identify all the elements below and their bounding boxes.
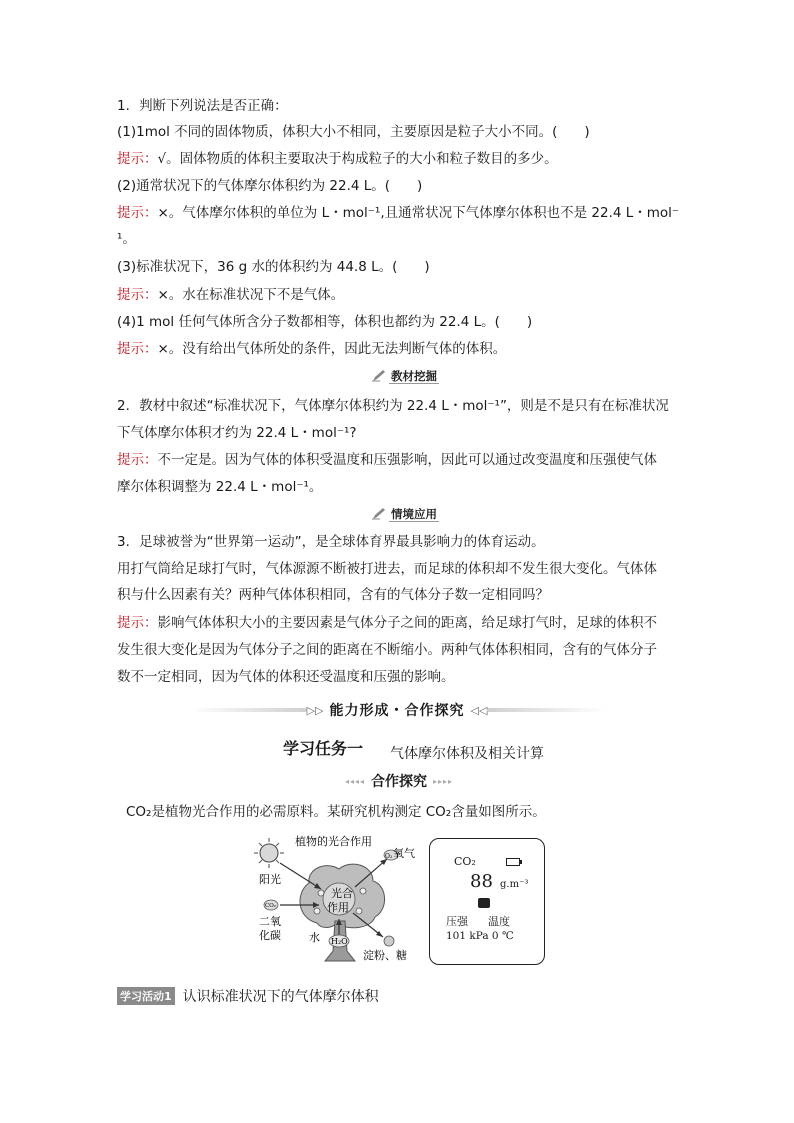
pen-icon	[372, 370, 386, 382]
q2-hint-2: 摩尔体积调整为 22.4 L・mol⁻¹。	[117, 479, 323, 495]
product-icon	[384, 936, 394, 946]
q3-line-3: 积与什么因素有关？两种气体体积相同，含有的气体分子数一定相同吗？	[117, 587, 549, 603]
hint-text: ×。水在标准状况下不是气体。	[157, 287, 345, 303]
co2-label-1: 二氧	[259, 915, 281, 928]
q3-hint-1	[117, 613, 657, 633]
hint-label: 提示：	[117, 341, 158, 357]
activity-title: 认识标准状况下的气体摩尔体积	[182, 989, 379, 1005]
hint-text: 影响气体体积大小的主要因素是气体分子之间的距离，给足球打气时，足球的体积不	[157, 615, 657, 631]
sun-icon	[254, 838, 284, 868]
banner-title: 能力形成・合作探究	[329, 703, 465, 719]
banner-arrow-right-icon: ▷▷	[306, 703, 324, 717]
hint-2-cont: ¹。	[117, 231, 136, 247]
section-tag-textbook	[372, 368, 439, 384]
q1-item-4: (4)1 mol 任何气体所含分子数都相等，体积也都约为 22.4 L。( )	[117, 314, 533, 330]
hint-label: 提示：	[117, 151, 158, 167]
photosynthesis-diagram	[247, 833, 417, 965]
center-label-1: 光合	[331, 887, 353, 900]
hint-label: 提示：	[117, 452, 158, 468]
q3-hint-2: 发生很大变化是因为气体分子之间的距离在不断缩小。两种气体体积相同，含有的气体分子	[117, 642, 657, 658]
banner-bar-left	[189, 708, 307, 712]
center-label-2: 作用	[327, 901, 349, 914]
hint-text: √。固体物质的体积主要取决于构成粒子的大小和粒子数目的多少。	[157, 151, 558, 167]
q2-line-2: 下气体摩尔体积才约为 22.4 L・mol⁻¹?	[117, 425, 357, 441]
banner-bar-right	[487, 708, 605, 712]
hint-label: 提示：	[117, 615, 158, 631]
q1-item-1: (1)1mol 不同的固体物质，体积大小不相同，主要原因是粒子大小不同。( )	[117, 124, 590, 140]
q2-hint-1	[117, 450, 657, 470]
intro-text: CO₂是植物光合作用的必需原料。某研究机构测定 CO₂含量如图所示。	[126, 804, 546, 820]
hint-3	[117, 285, 344, 305]
device-pressure-label: 压强	[446, 915, 468, 928]
banner-arrow-left-icon: ◁◁	[470, 703, 488, 717]
oxygen-label: 氧气	[393, 847, 415, 860]
learning-activity	[117, 986, 379, 1006]
q3-hint-3: 数不一定相同，因为气体的体积还受温度和压强的影响。	[117, 669, 455, 685]
battery-icon	[506, 858, 520, 866]
device-readings: 101 kPa 0 ℃	[446, 930, 514, 942]
section-banner	[189, 700, 605, 720]
hint-text: 不一定是。因为气体的体积受温度和压强影响，因此可以通过改变温度和压强使气体	[157, 452, 657, 468]
co2-label-2: 化碳	[259, 929, 281, 942]
q3-line-1: 3．足球被誉为“世界第一运动”，是全球体育界最具影响力的体育运动。	[117, 534, 545, 550]
co2-molecule-label: CO₂	[265, 903, 276, 909]
activity-badge: 学习活动1	[117, 987, 175, 1005]
hint-label: 提示：	[117, 205, 158, 221]
smiley-icon	[478, 898, 490, 908]
device-value: 88	[470, 871, 493, 892]
task-title: 学习任务一	[283, 739, 364, 758]
hint-4	[117, 339, 506, 359]
section-tag-label: 情境应用	[391, 506, 437, 521]
q1-item-3: (3)标准状况下，36 g 水的体积约为 44.8 L。( )	[117, 259, 430, 275]
h2o-label: H₂O	[331, 937, 348, 946]
products-label: 淀粉、糖	[363, 949, 407, 962]
hint-1	[117, 149, 558, 169]
section-tag-situation	[372, 506, 439, 522]
section-tag-label: 教材挖掘	[391, 368, 437, 383]
coop-heading-label: 合作探究	[371, 774, 427, 790]
o2-molecule-label: O₂	[385, 853, 393, 860]
task-subtitle: 气体摩尔体积及相关计算	[390, 746, 544, 762]
coop-heading	[336, 771, 462, 791]
hint-label: 提示：	[117, 287, 158, 303]
water-label: 水	[309, 931, 320, 944]
sun-label: 阳光	[259, 873, 281, 886]
diagram-title: 植物的光合作用	[295, 835, 372, 848]
device-temp-label: 温度	[488, 915, 510, 928]
q1-title: 1．判断下列说法是否正确：	[117, 98, 288, 114]
q1-item-2: (2)通常状况下的气体摩尔体积约为 22.4 L。( )	[117, 178, 423, 194]
device-co2-label: CO₂	[454, 855, 476, 868]
device-unit: g.m⁻³	[500, 879, 529, 890]
dots-left-icon: ◂◂◂◂	[344, 776, 365, 786]
dots-right-icon: ▸▸▸▸	[433, 776, 454, 786]
hint-text: ×。气体摩尔体积的单位为 L・mol⁻¹,且通常状况下气体摩尔体积也不是 22.4 L・mol⁻	[157, 205, 680, 221]
co2-meter-device	[429, 838, 545, 965]
pen-icon	[372, 508, 386, 520]
q3-line-2: 用打气筒给足球打气时，气体源源不断被打进去，而足球的体积却不发生很大变化。气体体	[117, 561, 657, 577]
hint-text: ×。没有给出气体所处的条件，因此无法判断气体的体积。	[157, 341, 507, 357]
q2-line-1: 2．教材中叙述“标准状况下，气体摩尔体积约为 22.4 L・mol⁻¹”，则是不是只有在标准状况	[117, 398, 669, 414]
hint-2	[117, 203, 679, 223]
